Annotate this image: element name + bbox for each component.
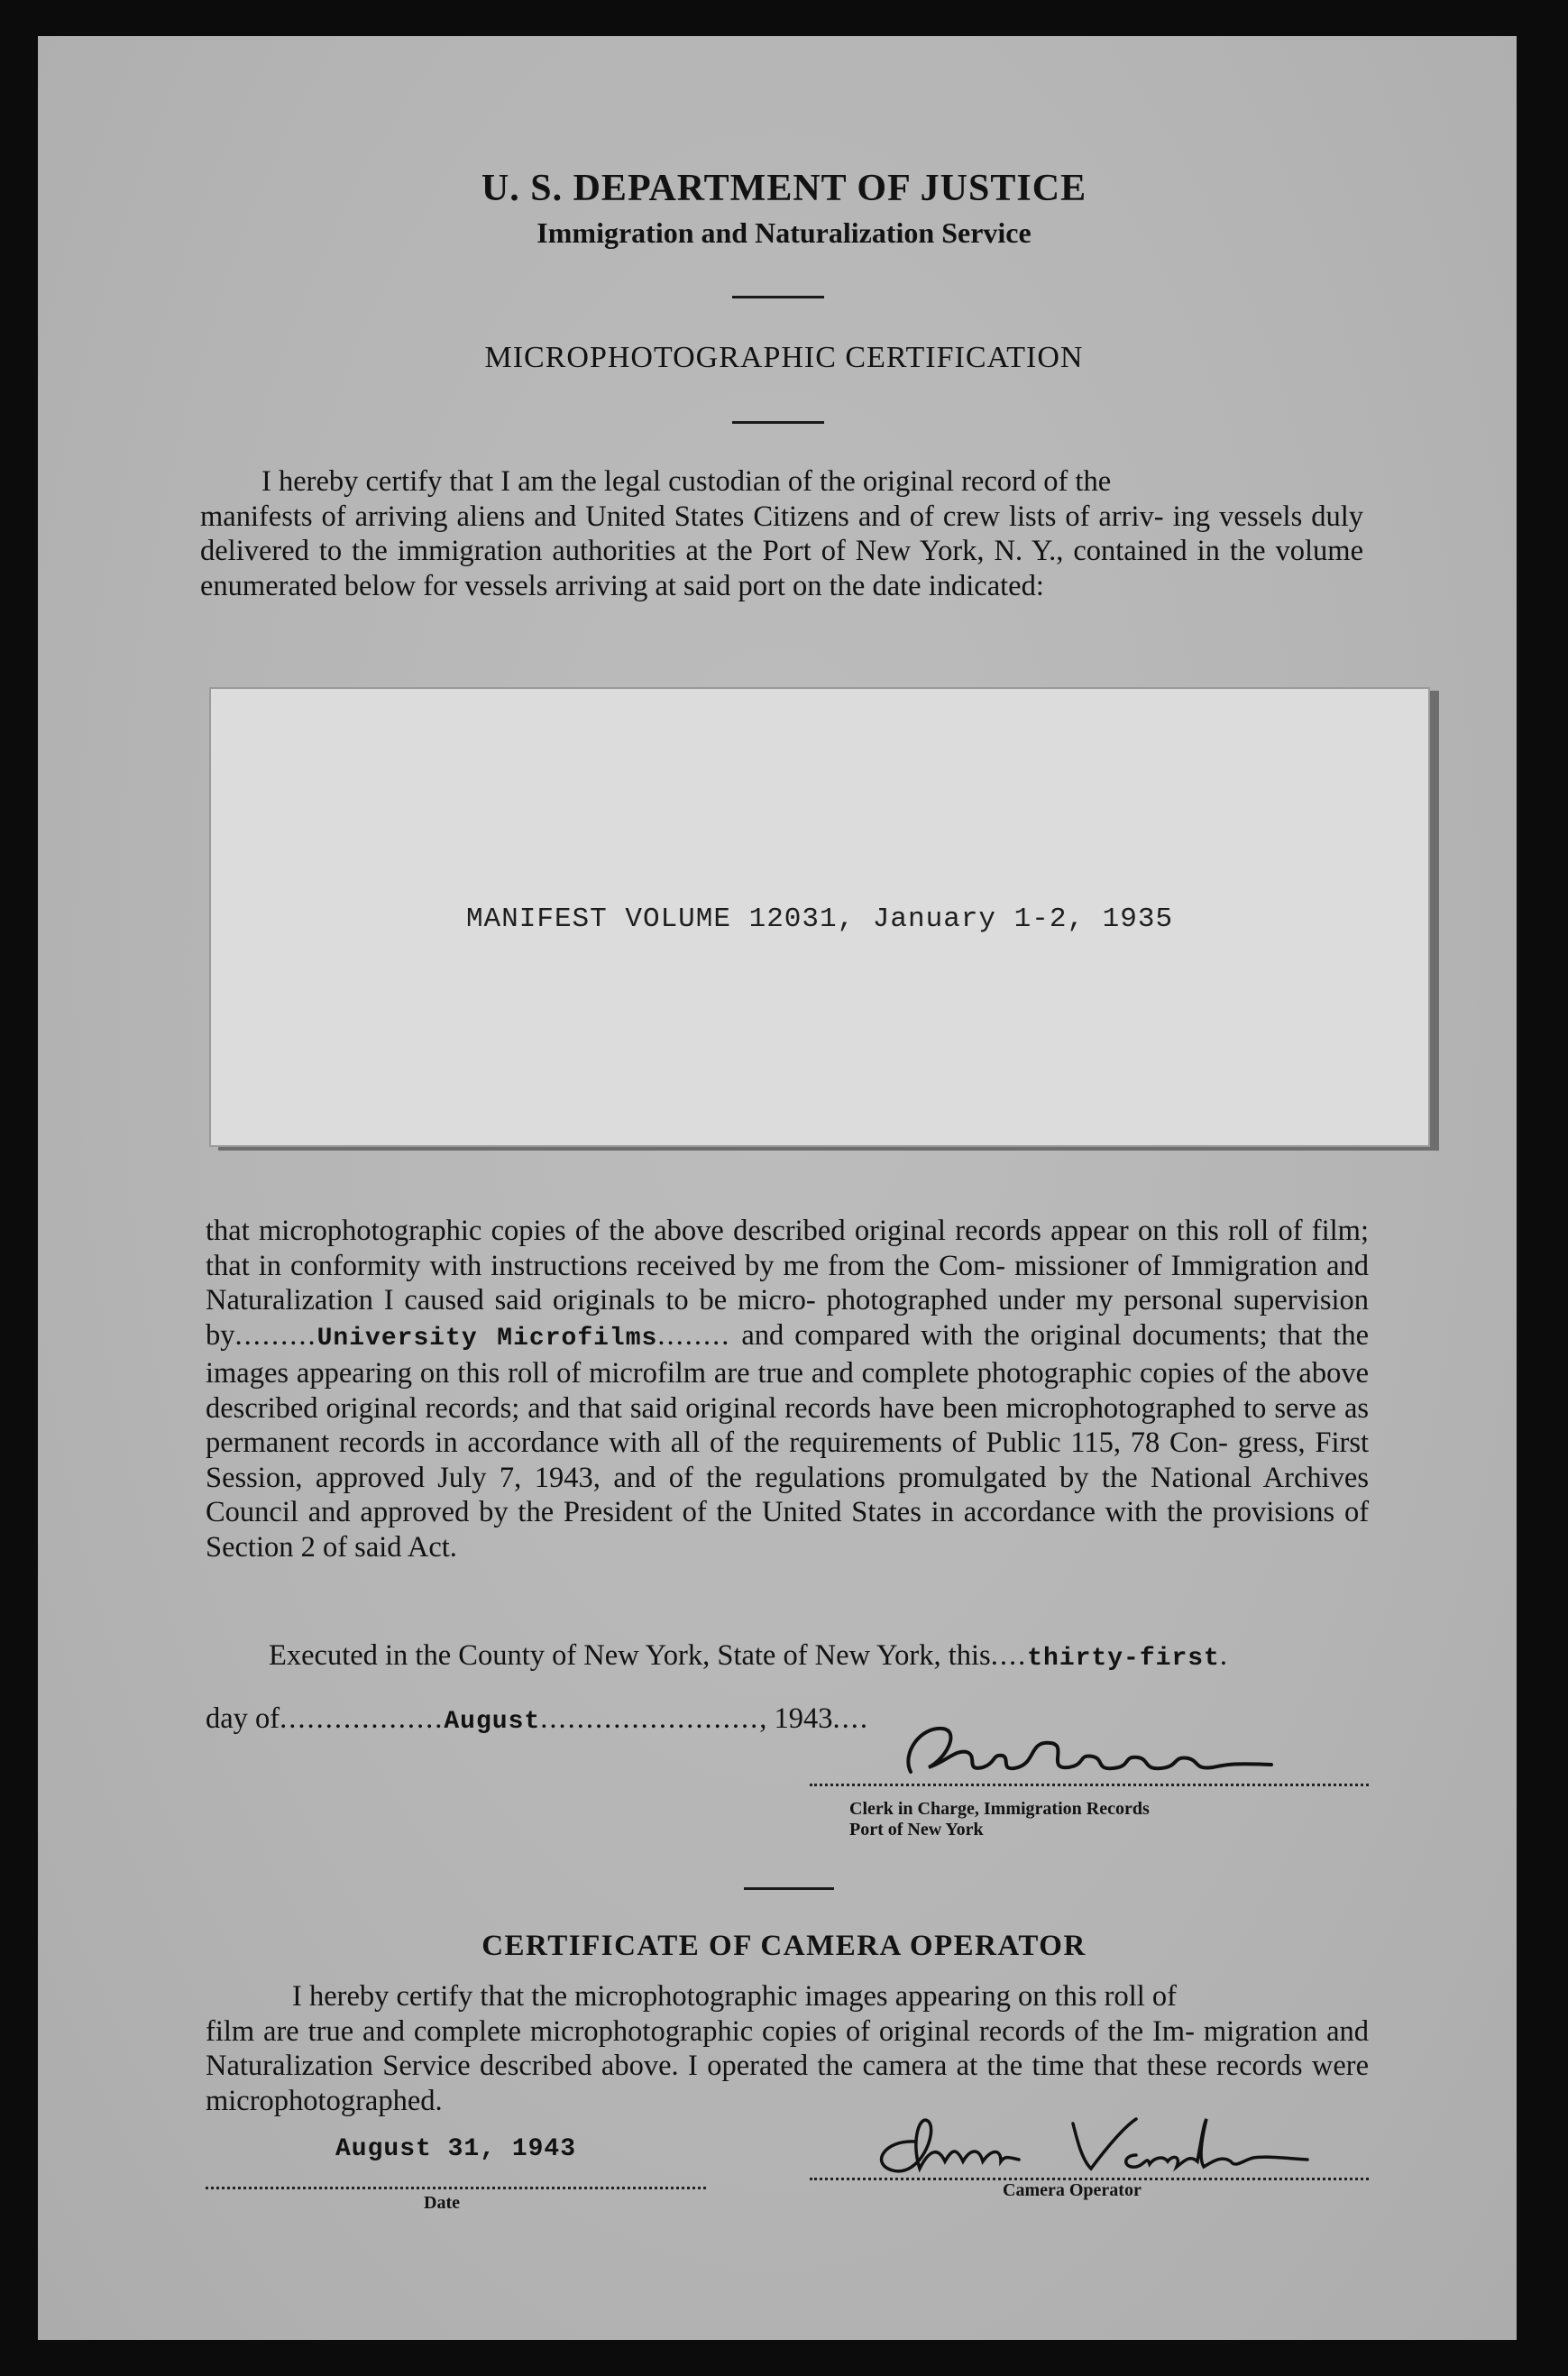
- body-line: microfilm are true and complete photographic copies of the above described original: [206, 1357, 1369, 1425]
- body-line: records; and that said original records have been microphotographed to serve as: [425, 1391, 1370, 1425]
- body-line: roll of film; that in conformity with instructions received by me from the Com-: [206, 1215, 1369, 1282]
- body-line: accordance with the provisions of Section 2 of said Act.: [206, 1496, 1370, 1564]
- divider-rule: [732, 421, 824, 424]
- executed-day-value: thirty-first: [1027, 1645, 1220, 1673]
- fill-dots: ..................: [280, 1702, 445, 1735]
- manifest-card: [209, 687, 1430, 1147]
- intro-line: the date indicated:: [829, 569, 1044, 602]
- operator-signature: [866, 2105, 1316, 2187]
- intro-line: manifests of arriving aliens and United States Citizens and of crew lists of arriv-: [200, 500, 1164, 533]
- manifest-volume-text: MANIFEST VOLUME 12031, January 1-2, 1935: [465, 904, 1174, 935]
- body-line: National Archives Council and approved by the President of the United States in: [206, 1461, 1370, 1528]
- body-line: permanent records in accordance with all of the requirements of Public 115, 78 Con-: [206, 1427, 1228, 1459]
- operator-line: film are true and complete microphotographic copies of original records of the Im-: [206, 2014, 1195, 2048]
- date-value: August 31, 1943: [335, 2135, 577, 2163]
- body-line: that microphotographic copies of the above described original records appear on this: [206, 1215, 1219, 1247]
- clerk-office-line: Port of New York: [849, 1820, 984, 1839]
- day-of-line: [206, 1702, 869, 1736]
- executed-label: Executed in the County of New York, State of New York, this: [269, 1639, 991, 1672]
- executed-line: [269, 1639, 1227, 1673]
- fill-dots: ....: [832, 1702, 869, 1735]
- date-line: [206, 2160, 706, 2189]
- body-line: and compared with the original documents; that the images appearing on this roll of: [206, 1318, 1370, 1390]
- date-label: Date: [424, 2193, 460, 2213]
- year-value: , 1943: [759, 1702, 833, 1735]
- clerk-signature: [893, 1718, 1289, 1790]
- body-line: gress, First Session, approved July 7, 1943, and of the regulations promulgated by the: [206, 1427, 1370, 1494]
- department-title: U. S. DEPARTMENT OF JUSTICE: [481, 168, 1087, 209]
- intro-line: I hereby certify that I am the legal custodian of the original record of the: [261, 465, 1112, 498]
- divider-rule: [744, 1887, 834, 1890]
- divider-rule: [732, 296, 824, 298]
- month-value: August: [444, 1708, 541, 1736]
- camera-operator-label: Camera Operator: [1003, 2180, 1142, 2200]
- fill-dots: .........: [234, 1318, 317, 1352]
- body-line: missioner of Immigration and Naturalization I caused said originals to be micro-: [206, 1249, 1369, 1316]
- camera-operator-heading: CERTIFICATE OF CAMERA OPERATOR: [481, 1930, 1087, 1962]
- operator-line: migration and Naturalization Service described above. I operated the camera at the: [206, 2014, 1369, 2082]
- operator-line: I hereby certify that the microphotographic images appearing on this roll of: [292, 1980, 1177, 2013]
- intro-paragraph: [200, 464, 1363, 603]
- fill-dots: ....: [990, 1639, 1028, 1672]
- intro-line: N. Y., contained in the volume enumerated below for vessels arriving at said port on: [200, 535, 1363, 602]
- camera-operator-paragraph: [206, 1979, 1369, 2118]
- fill-dots: ........................: [540, 1702, 760, 1735]
- operator-line: time that these records were microphotographed.: [206, 2050, 1369, 2117]
- certification-heading: MICROPHOTOGRAPHIC CERTIFICATION: [484, 341, 1084, 374]
- intro-line: ing vessels duly delivered to the immigration authorities at the Port of New York,: [200, 500, 1363, 567]
- clerk-title: [849, 1799, 1150, 1840]
- service-subtitle: Immigration and Naturalization Service: [536, 216, 1032, 249]
- certification-body: [206, 1214, 1369, 1564]
- clerk-title-line: Clerk in Charge, Immigration Records: [849, 1799, 1150, 1819]
- day-of-label: day of: [206, 1702, 280, 1735]
- supervision-value: University Microfilms: [316, 1324, 658, 1353]
- fill-dots: .: [1219, 1639, 1227, 1672]
- supervision-label: photographed under my personal supervision by: [206, 1284, 1370, 1352]
- fill-dots: ........: [657, 1318, 731, 1352]
